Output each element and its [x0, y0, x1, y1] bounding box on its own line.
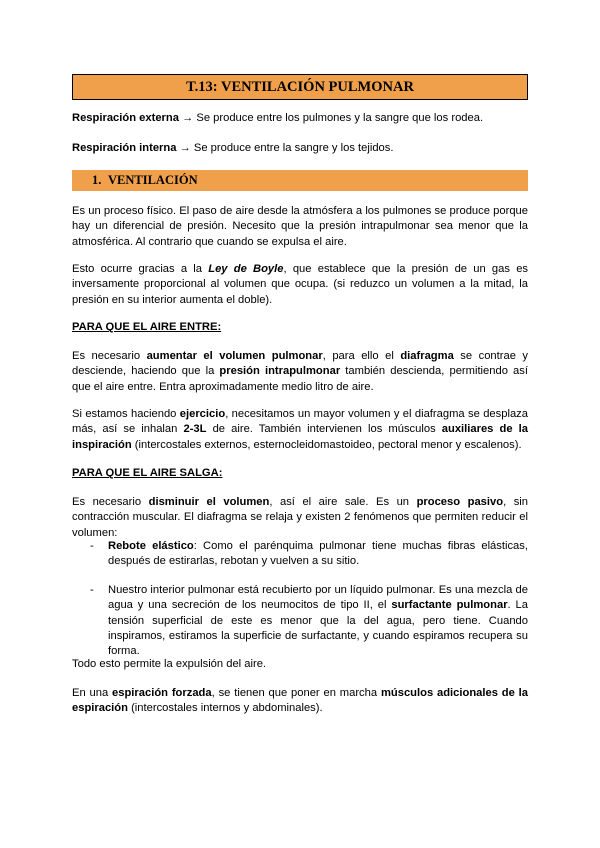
- def-respiracion-interna: [72, 141, 528, 156]
- text-run: , que establece que la presión de un gas es inversamente proporcional al volumen que ocupa. (si reduzco un volumen a la mitad, la presión en su interior aumenta el doble).: [72, 263, 529, 306]
- text-run: de aire. También intervienen los músculos: [206, 423, 442, 436]
- text-run: Es necesario: [72, 350, 147, 362]
- def-term: Respiración interna: [72, 142, 177, 154]
- text-run: , para ello el: [322, 350, 401, 362]
- list-item-rebote: [90, 539, 528, 571]
- bold-term: diafragma: [400, 350, 454, 362]
- def-term: Respiración externa: [72, 112, 179, 124]
- bold-term: presión intrapulmonar: [219, 365, 341, 378]
- text-run: , necesitamos un mayor volumen y el diafragma se desplaza más, así se inhalan: [72, 408, 528, 436]
- list-item-surfactante: [90, 583, 528, 658]
- bold-term: auxiliares de la inspiración: [72, 423, 528, 451]
- paragraph-inspiracion: [72, 349, 528, 395]
- law-name: Ley de Boyle: [208, 263, 284, 275]
- text-run: (intercostales internos y abdominales).: [127, 702, 323, 715]
- paragraph-espiracion: [72, 495, 528, 541]
- list-dash: -: [90, 584, 94, 596]
- section-number: 1.: [92, 173, 102, 187]
- list-item-text: [108, 539, 528, 570]
- text-run: Esto ocurre gracias a la: [72, 263, 209, 275]
- text-run: , así el aire sale. Es un: [269, 496, 417, 508]
- paragraph-espiracion-forzada: [72, 686, 528, 717]
- bold-term: 2-3L: [183, 423, 207, 436]
- text-run: En una: [72, 687, 113, 699]
- text-run: : Como el parénquima pulmonar tiene muchas fibras elásticas, después de estirarlas, rebotan y vuelven a su sitio.: [108, 540, 528, 568]
- page-title: T.13: VENTILACIÓN PULMONAR: [72, 74, 528, 100]
- paragraph-ejercicio: [72, 407, 528, 453]
- bold-term: espiración forzada: [112, 687, 212, 699]
- section-title: VENTILACIÓN: [108, 173, 198, 187]
- bold-term: Rebote elástico: [108, 540, 194, 552]
- heading-aire-salga: PARA QUE EL AIRE SALGA:: [72, 467, 223, 479]
- text-run: se contrae y desciende, haciendo que la: [72, 350, 529, 378]
- paragraph-expulsion: Todo esto permite la expulsión del aire.: [72, 658, 267, 670]
- heading-aire-entre: PARA QUE EL AIRE ENTRE:: [72, 321, 222, 333]
- bold-term: aumentar el volumen pulmonar: [146, 350, 323, 362]
- text-run: Es necesario: [72, 496, 149, 508]
- def-text: → Se produce entre la sangre y los tejidos.: [176, 142, 394, 154]
- list-item-text: [108, 583, 528, 659]
- def-respiracion-externa: [72, 111, 528, 126]
- def-text: → Se produce entre los pulmones y la sangre que los rodea.: [178, 112, 484, 124]
- text-run: Si estamos haciendo: [72, 408, 180, 420]
- bold-term: proceso pasivo: [416, 496, 504, 508]
- text-run: Nuestro interior pulmonar está recubierto por un líquido pulmonar. Es una mezcla de agua y una secreción de los neumocitos de tipo II, el: [108, 584, 528, 612]
- bold-term: ejercicio: [179, 408, 226, 420]
- text-run: también descienda, permitiendo así que el aire entre. Entra aproximadamente medio litro de aire.: [72, 365, 528, 393]
- text-run: , sin contracción muscular. El diafragma se relaja y existen 2 fenómenos que permiten reducir el volumen:: [72, 496, 528, 539]
- paragraph-ley-boyle: [72, 262, 528, 308]
- text-run: (intercostales externos, esternocleidomastoideo, pectoral menor y escalenos).: [131, 438, 522, 451]
- paragraph-proceso-fisico: Es un proceso físico. El paso de aire desde la atmósfera a los pulmones se produce porque hay un diferencial de presión. Necesito que la presión intrapulmonar sea menor que la atmosférica. Al contrario que cuando se expulsa el aire.: [72, 205, 528, 248]
- text-run: , se tienen que poner en marcha: [211, 687, 381, 699]
- bold-term: disminuir el volumen: [148, 496, 270, 508]
- bold-term: músculos adicionales de la espiración: [72, 687, 528, 715]
- section-heading-ventilacion: [72, 170, 528, 191]
- list-dash: -: [90, 540, 94, 552]
- text-run: . La tensión superficial de este es menor que la del agua, pero tiene. Cuando inspiramos, estiramos la superficie de surfactante, y cuando espiramos recupera su forma.: [108, 599, 528, 658]
- bold-term: surfactante pulmonar: [391, 599, 508, 612]
